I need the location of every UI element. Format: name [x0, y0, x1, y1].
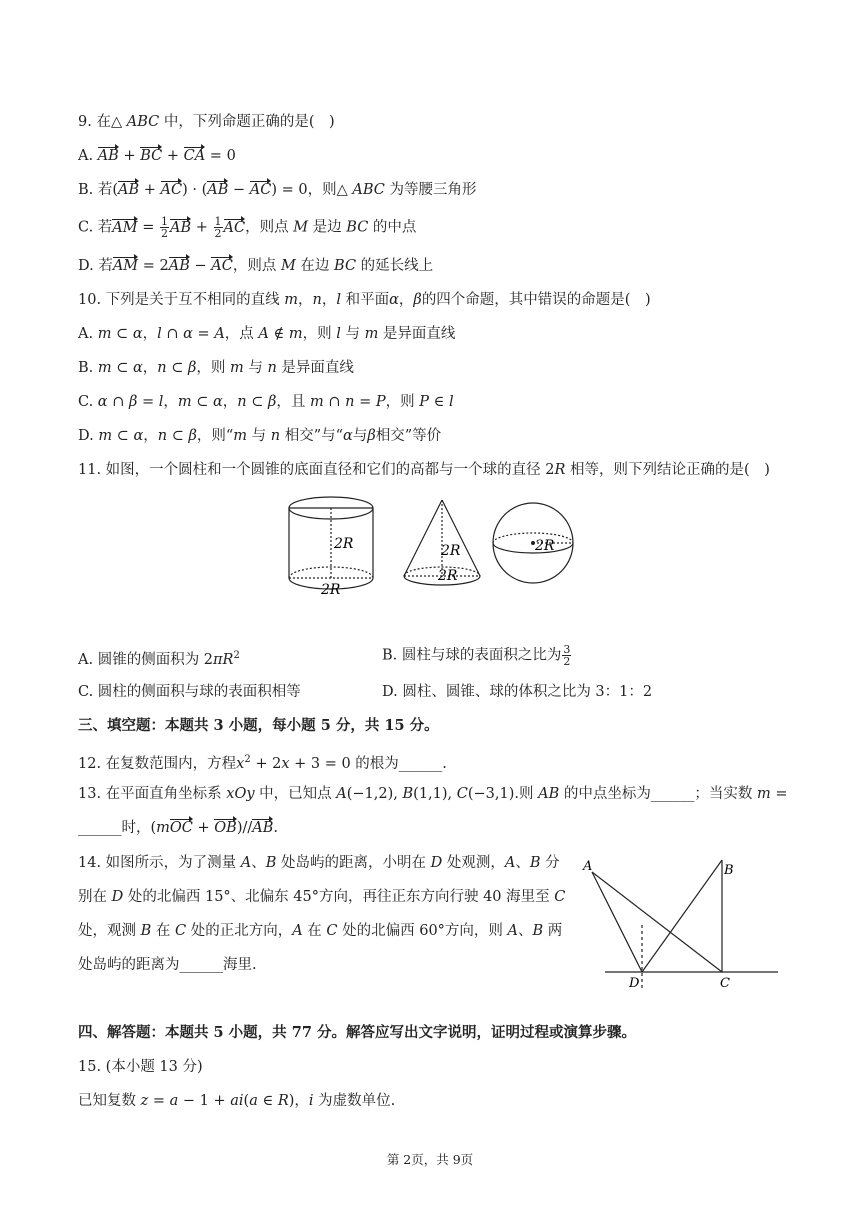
q14-line2: 别在 D 处的北偏西 15°、北偏东 45°方向，再往正东方向行驶 40 海里至 C: [78, 889, 566, 905]
q9-option-c: C. 若AM = $\frac{1}{2}$ AB + $\frac{1}{2}$ AC，则点 M 是边 BC 的中点: [78, 215, 417, 240]
q15-title: 15. (本小题 13 分): [78, 1059, 203, 1075]
q10-option-c: C. α ∩ β = l，m ⊂ α，n ⊂ β，且 m ∩ n = P，则 P ∈ l: [78, 394, 454, 410]
section-4-heading: 四、解答题：本题共 5 小题，共 77 分。解答应写出文字说明，证明过程或演算步骤。: [78, 1024, 636, 1041]
q11-option-b: B. 圆柱与球的表面积之比为 $\frac{3}{2}$: [382, 643, 571, 668]
cone-height-label: 2R: [441, 543, 461, 559]
cone-diameter-label: 2R: [438, 568, 458, 584]
q9-option-d: D. 若AM = 2AB − AC，则点 M 在边 BC 的延长线上: [78, 258, 434, 274]
q11-option-d: D. 圆柱、圆锥、球的体积之比为 3：1：2: [382, 684, 653, 700]
cylinder-height-label: 2R: [334, 536, 354, 552]
cylinder-figure: [289, 497, 373, 589]
q10-stem: 10. 下列是关于互不相同的直线 m，n，l 和平面α，β的四个命题，其中错误的命题是( ): [78, 292, 651, 308]
point-b-label: B: [724, 863, 734, 878]
sphere-label: 2R: [535, 538, 555, 554]
q13-line1: 13. 在平面直角坐标系 xOy 中，已知点 A(−1,2), B(1,1), C(−3,1).则 AB 的中点坐标为______；当实数 m =: [78, 786, 788, 802]
q10-option-b: B. m ⊂ α，n ⊂ β，则 m 与 n 是异面直线: [78, 360, 354, 376]
cylinder-diameter-label: 2R: [321, 582, 341, 598]
q10-option-a: A. m ⊂ α，l ∩ α = A，点 A ∉ m，则 l 与 m 是异面直线: [78, 326, 456, 342]
q11-figure: [280, 488, 590, 603]
point-d-label: D: [629, 976, 640, 991]
point-a-label: A: [583, 859, 593, 874]
section-3-heading: 三、填空题：本题共 3 小题，每小题 5 分，共 15 分。: [78, 717, 439, 734]
q12: 12. 在复数范围内，方程$x^2 + 2x + 3 = 0$ 的根为______.: [78, 754, 447, 772]
q13-line2: ______时，(mOC + OB)//AB.: [78, 820, 279, 836]
q10-option-d: D. m ⊂ α，n ⊂ β，则“m 与 n 相交”与“α与β相交”等价: [78, 428, 442, 444]
q14-figure: [580, 850, 780, 995]
q14-line3: 处，观测 B 在 C 处的正北方向，A 在 C 处的北偏西 60°方向，则 A、B 两: [78, 923, 563, 939]
q9-stem: 9. 在△ ABC 中，下列命题正确的是( ): [78, 114, 335, 130]
q14-line1: 14. 如图所示，为了测量 A、B 处岛屿的距离，小明在 D 处观测，A、B 分: [78, 855, 560, 871]
q11-option-a: A. 圆锥的侧面积为 $2\pi R^2$: [78, 650, 240, 668]
q11-stem: 11. 如图，一个圆柱和一个圆锥的底面直径和它们的高都与一个球的直径 2R 相等，则下列结论正确的是( ): [78, 462, 770, 478]
q9-option-b: B. 若(AB + AC) · (AB − AC) = 0，则△ ABC 为等腰三角形: [78, 182, 477, 198]
point-c-label: C: [720, 976, 730, 991]
q15-text: 已知复数 z = a − 1 + ai(a ∈ R)，i 为虚数单位.: [78, 1093, 396, 1109]
q11-option-c: C. 圆柱的侧面积与球的表面积相等: [78, 684, 301, 700]
q9-option-a: A. AB + BC + CA = 0: [78, 148, 236, 164]
page-footer: 第 2页，共 9页: [386, 1152, 474, 1167]
q14-line4: 处岛屿的距离为______海里.: [78, 957, 257, 973]
